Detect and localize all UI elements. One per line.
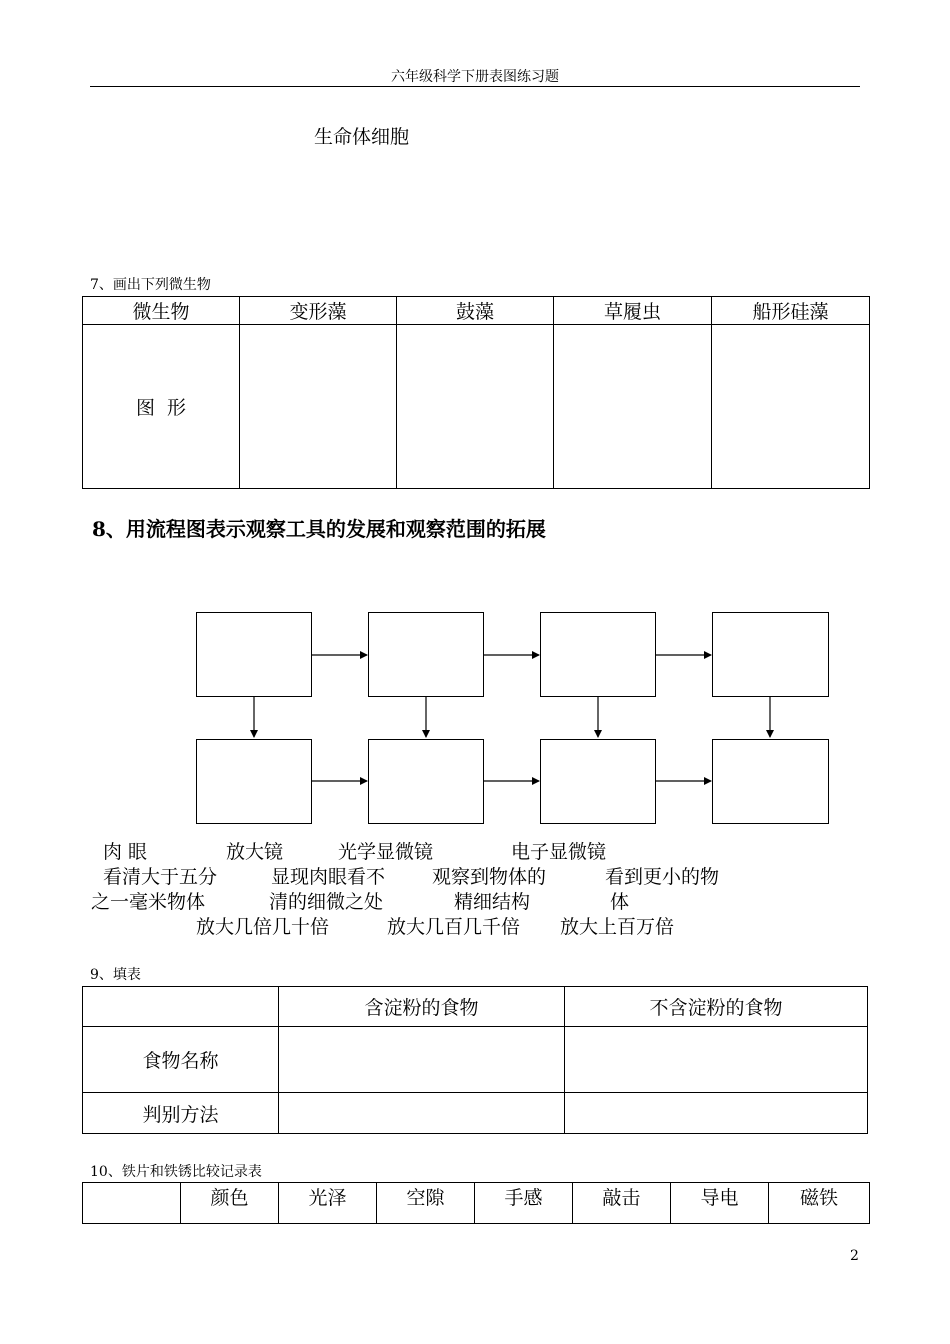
flow-box[interactable] [368,612,484,697]
word-option: 清的细微之处 [269,891,384,913]
q10-header-cell: 导电 [671,1183,769,1224]
q9-row-label: 食物名称 [83,1027,279,1093]
flow-box[interactable] [540,739,656,824]
word-option: 之一毫米物体 [91,891,206,913]
q10-corner-cell [83,1183,181,1224]
q7-row-label: 图 形 [83,325,240,489]
intro-text: 生命体细胞 [314,126,410,148]
q9-table [82,986,868,1134]
q7-header-cell: 变形藻 [240,297,397,325]
page-header: 六年级科学下册表图练习题 [391,69,559,85]
q7-header-cell: 草履虫 [554,297,712,325]
q10-header-cell: 手感 [475,1183,573,1224]
q9-answer-cell[interactable] [279,1093,565,1134]
q7-title: 7、画出下列微生物 [90,277,211,293]
word-option: 看清大于五分 [103,866,218,888]
q9-header-cell: 不含淀粉的食物 [565,987,868,1027]
word-option: 放大几百几千倍 [387,916,521,938]
word-option: 放大几倍几十倍 [196,916,330,938]
flow-box[interactable] [196,612,312,697]
q9-answer-cell[interactable] [279,1027,565,1093]
word-option: 看到更小的物 [605,866,720,888]
q9-row-label: 判别方法 [83,1093,279,1134]
q10-header-cell: 敲击 [573,1183,671,1224]
q7-header-cell: 微生物 [83,297,240,325]
word-option: 光学显微镜 [338,841,434,863]
flow-box[interactable] [540,612,656,697]
q10-title: 10、铁片和铁锈比较记录表 [90,1164,262,1180]
flow-box[interactable] [196,739,312,824]
q9-title: 9、填表 [90,967,141,983]
flow-box[interactable] [712,739,829,824]
word-option: 显现肉眼看不 [271,866,386,888]
word-option: 体 [610,891,630,913]
q10-table [82,1182,870,1224]
q7-header-cell: 船形硅藻 [712,297,870,325]
q9-header-cell: 含淀粉的食物 [279,987,565,1027]
q9-corner-cell [83,987,279,1027]
q10-header-cell: 颜色 [181,1183,279,1224]
word-option: 精细结构 [454,891,531,913]
q8-title: 8、用流程图表示观察工具的发展和观察范围的拓展 [92,517,546,541]
q10-header-cell: 磁铁 [769,1183,870,1224]
flow-box[interactable] [368,739,484,824]
flow-box[interactable] [712,612,829,697]
word-option: 肉 眼 [103,841,148,863]
q9-answer-cell[interactable] [565,1027,868,1093]
q7-header-cell: 鼓藻 [397,297,554,325]
q10-header-cell: 空隙 [377,1183,475,1224]
word-option: 观察到物体的 [432,866,547,888]
word-option: 电子显微镜 [511,841,607,863]
q9-answer-cell[interactable] [565,1093,868,1134]
word-option: 放大镜 [226,841,284,863]
word-option: 放大上百万倍 [560,916,675,938]
q10-header-cell: 光泽 [279,1183,377,1224]
page-number: 2 [850,1248,859,1264]
